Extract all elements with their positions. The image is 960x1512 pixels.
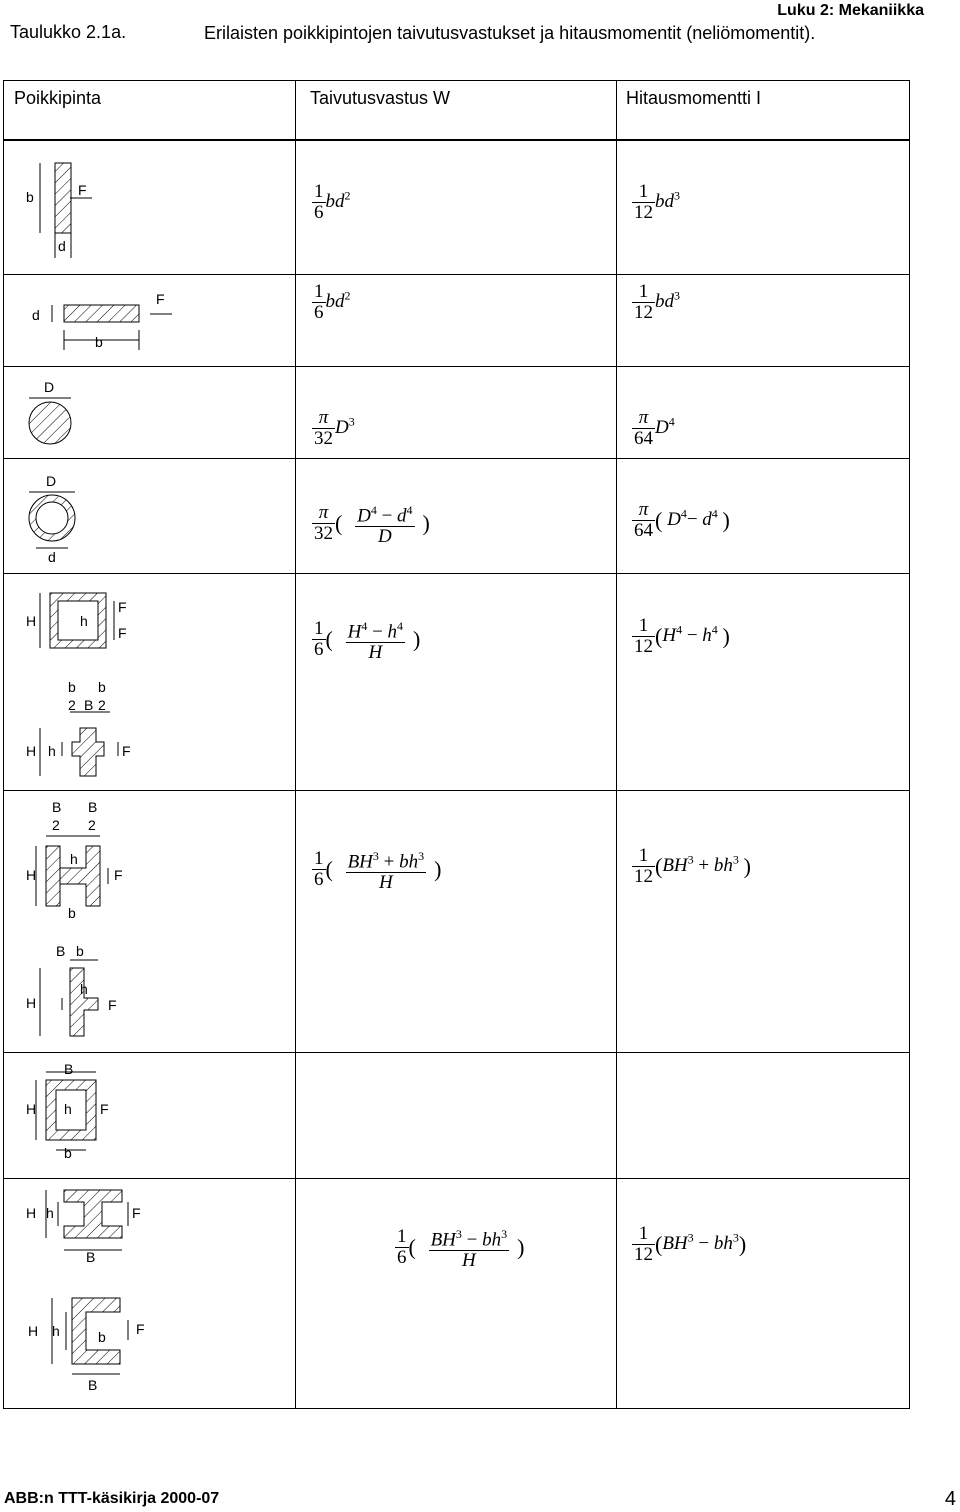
label-B: B <box>84 697 94 713</box>
label-B: B <box>64 1061 74 1077</box>
label-F: F <box>118 599 127 615</box>
page-number: 4 <box>944 1488 956 1510</box>
formula-w-row7: $\frac{1}{6}$ ( $\frac{BH^3 - bh^3}{H}$ ) <box>397 1226 525 1272</box>
formula-w-row1: $\frac{1}{6}$ $bd^2$ <box>314 181 351 223</box>
label-H: H <box>26 1101 37 1117</box>
chapter-title: Luku 2: Mekaniikka <box>777 2 924 19</box>
label-H: H <box>26 1205 37 1221</box>
label-D: D <box>44 379 55 395</box>
section-circle <box>29 398 71 444</box>
formula-w-row2: $\frac{1}{6}$ $bd^2$ <box>314 281 351 323</box>
label-b: b <box>68 905 76 921</box>
footer-source: ABB:n TTT-käsikirja 2000-07 <box>4 1490 220 1507</box>
section-hollow-square <box>40 593 114 648</box>
label-F: F <box>100 1101 109 1117</box>
col-header-section-modulus: Taivutusvastus W <box>310 88 451 108</box>
label-H: H <box>28 1323 39 1339</box>
label-B: B <box>52 799 62 815</box>
label-b: b <box>64 1145 72 1161</box>
label-h: h <box>52 1323 60 1339</box>
label-D: D <box>46 473 57 489</box>
formula-i-row1: $\frac{1}{12}$ $bd^3$ <box>634 181 680 223</box>
label-b: b <box>76 943 84 959</box>
col-divider-2 <box>616 80 617 1409</box>
label-H: H <box>26 867 37 883</box>
label-H: H <box>26 613 37 629</box>
label-H: H <box>26 995 37 1011</box>
section-rect-horizontal <box>52 305 172 350</box>
formula-i-row2: $\frac{1}{12}$ $bd^3$ <box>634 281 680 323</box>
label-B: B <box>88 1377 98 1393</box>
formula-w-row5: $\frac{1}{6}$ ( $\frac{H^4 - h^4}{H}$ ) <box>314 618 421 664</box>
label-F: F <box>114 867 123 883</box>
label-d: d <box>48 549 56 565</box>
table-caption: Erilaisten poikkipintojen taivutusvastukset ja hitausmomentit (neliömomentit). <box>204 23 816 43</box>
formula-i-row3: $\frac{\pi}{64}$ $D^4$ <box>634 407 675 449</box>
formula-i-row5: $\frac{1}{12}$ ($H^4 - h^4$ ) <box>634 615 730 657</box>
label-F: F <box>108 997 117 1013</box>
cross-section-drawings <box>0 0 300 1410</box>
col-header-moment-of-inertia: Hitausmomentti I <box>626 88 762 108</box>
section-i-shape <box>46 1190 128 1250</box>
formula-w-row3: $\frac{\pi}{32}$ $D^3$ <box>314 407 355 449</box>
label-F: F <box>118 625 127 641</box>
label-b: b <box>68 679 76 695</box>
formula-w-row4: $\frac{\pi}{32}$ ( $\frac{D^4 - d^4}{D}$ ) <box>314 502 430 548</box>
section-h-shape <box>36 836 108 906</box>
label-d: d <box>32 307 40 323</box>
label-F: F <box>78 182 87 198</box>
label-2: 2 <box>68 697 76 713</box>
formula-w-row6: $\frac{1}{6}$ ( $\frac{BH^3 + bh^3}{H}$ ) <box>314 848 442 894</box>
right-border <box>909 80 910 1409</box>
label-h: h <box>70 851 78 867</box>
section-c-shape <box>52 1298 128 1374</box>
label-B: B <box>88 799 98 815</box>
label-H: H <box>26 743 37 759</box>
section-rect-vertical <box>40 163 92 258</box>
label-2: 2 <box>52 817 60 833</box>
col-header-cross-section: Poikkipinta <box>14 88 102 108</box>
label-b: b <box>26 189 34 205</box>
label-F: F <box>132 1205 141 1221</box>
formula-i-row6: $\frac{1}{12}$ ($BH^3 + bh^3$ ) <box>634 845 751 887</box>
label-h: h <box>80 981 88 997</box>
formula-i-row7: $\frac{1}{12}$ $(BH^3 - bh^3)$ <box>634 1223 747 1265</box>
label-F: F <box>136 1321 145 1337</box>
label-h: h <box>64 1101 72 1117</box>
formula-i-row4: $\frac{\pi}{64}$ ( $D^4- d^4$ ) <box>634 499 730 541</box>
label-b: b <box>95 334 103 350</box>
label-2: 2 <box>88 817 96 833</box>
section-tube <box>29 492 75 548</box>
label-d: d <box>58 238 66 254</box>
label-2: 2 <box>98 697 106 713</box>
label-h: h <box>48 743 56 759</box>
label-B: B <box>86 1249 96 1265</box>
label-h: h <box>80 613 88 629</box>
label-b: b <box>98 679 106 695</box>
label-b: b <box>98 1329 106 1345</box>
label-F: F <box>122 743 131 759</box>
label-F: F <box>156 291 165 307</box>
table-label: Taulukko 2.1a. <box>10 22 127 42</box>
section-t-shape <box>40 960 98 1036</box>
label-B: B <box>56 943 66 959</box>
label-h: h <box>46 1205 54 1221</box>
